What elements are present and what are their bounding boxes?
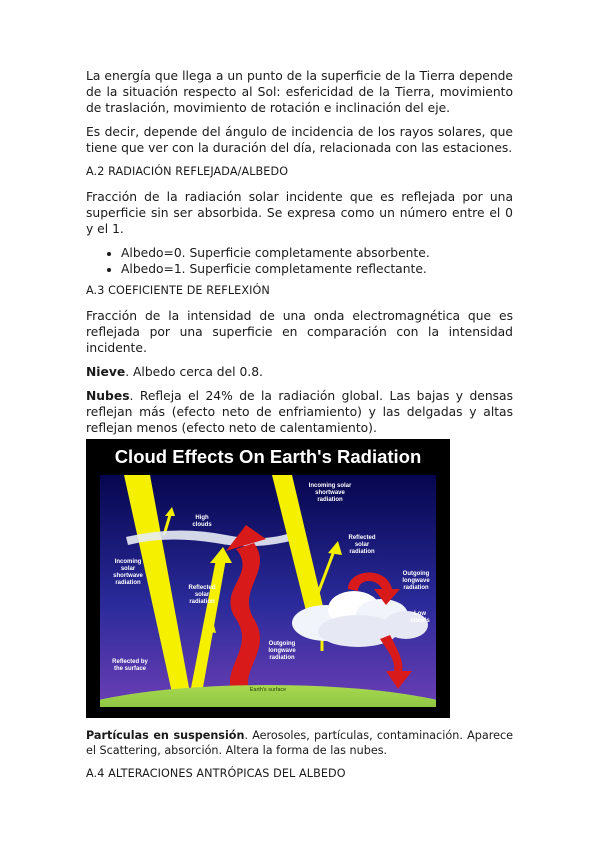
label-reflected-right-2: solar <box>354 542 370 548</box>
clouds-label: Nubes <box>86 389 130 403</box>
figure-svg <box>86 439 450 718</box>
particles-text: . Aerosoles, partículas, contaminación. Aparece el Scattering, absorción. Altera la forma de las nubes. <box>86 729 513 757</box>
label-incoming-left-4: radiation <box>115 580 141 586</box>
label-high-clouds-2: clouds <box>192 522 212 528</box>
cloud-radiation-figure <box>86 439 450 718</box>
figure-title: Cloud Effects On Earth's Radiation <box>114 446 422 467</box>
paragraph-incidence: Es decir, depende del ángulo de incidencia de los rayos solares, que tiene que ver con la duración del día, relacionada con las estaciones. <box>86 125 513 155</box>
label-reflected-mid-3: radiation <box>189 599 215 605</box>
albedo-list <box>86 245 513 277</box>
label-reflected-mid-2: solar <box>194 592 210 598</box>
list-item: • Albedo=0. Superficie completamente absorbente. <box>121 245 513 261</box>
label-reflected-right-1: Reflected <box>348 535 376 541</box>
clouds-text: . Refleja el 24% de la radiación global. Las bajas y densas reflejan más (efecto neto de enfriamiento) y las delgadas y altas reflejan menos (efecto neto de calentamiento). <box>86 389 513 435</box>
label-incoming-right-3: radiation <box>317 497 343 503</box>
heading-anthropic: A.4 ALTERACIONES ANTRÓPICAS DEL ALBEDO <box>86 767 346 780</box>
label-outgoing-bottom-3: radiation <box>269 655 295 661</box>
label-low-clouds-2: clouds <box>410 618 430 624</box>
label-low-clouds-1: Low <box>414 611 426 617</box>
paragraph-energy: La energía que llega a un punto de la superficie de la Tierra depende de la situación respecto al Sol: esfericidad de la Tierra, movimiento de traslación, movimiento de rotación e inclinación del eje. <box>86 69 513 115</box>
label-incoming-right-2: shortwave <box>315 490 345 496</box>
document-page <box>86 68 513 791</box>
paragraph-clouds <box>86 388 513 436</box>
label-earth-surface: Earth's surface <box>249 687 287 693</box>
label-outgoing-bottom-1: Outgoing <box>268 641 296 647</box>
particles-label: Partículas en suspensión <box>86 729 245 742</box>
paragraph-reflection: Fracción de la intensidad de una onda electromagnética que es reflejada por una superficie en comparación con la intensidad incidente. <box>86 309 513 355</box>
heading-albedo: A.2 RADIACIÓN REFLEJADA/ALBEDO <box>86 165 289 178</box>
heading-reflection: A.3 COEFICIENTE DE REFLEXIÓN <box>86 284 270 297</box>
label-incoming-left-1: Incoming <box>114 559 142 565</box>
label-incoming-right-1: Incoming solar <box>308 483 352 489</box>
snow-text: . Albedo cerca del 0.8. <box>125 365 263 379</box>
label-outgoing-right-1: Outgoing <box>402 571 430 577</box>
label-reflected-surface-1: Reflected by <box>112 659 148 665</box>
label-outgoing-right-3: radiation <box>403 585 429 591</box>
label-high-clouds-1: High <box>195 515 209 521</box>
snow-label: Nieve <box>86 365 126 379</box>
label-outgoing-bottom-2: longwave <box>268 648 296 654</box>
label-incoming-left-2: solar <box>120 566 136 572</box>
label-reflected-mid-1: Reflected <box>188 585 216 591</box>
label-reflected-right-3: radiation <box>349 549 375 555</box>
paragraph-albedo: Fracción de la radiación solar incidente que es reflejada por una superficie sin ser absorbida. Se expresa como un número entre el 0 y el 1. <box>86 190 513 236</box>
list-item: • Albedo=1. Superficie completamente reflectante. <box>121 261 513 277</box>
paragraph-particles <box>86 728 513 758</box>
label-reflected-surface-2: the surface <box>113 666 147 672</box>
paragraph-snow <box>86 364 513 380</box>
label-outgoing-right-2: longwave <box>402 578 430 584</box>
label-incoming-left-3: shortwave <box>113 573 143 579</box>
